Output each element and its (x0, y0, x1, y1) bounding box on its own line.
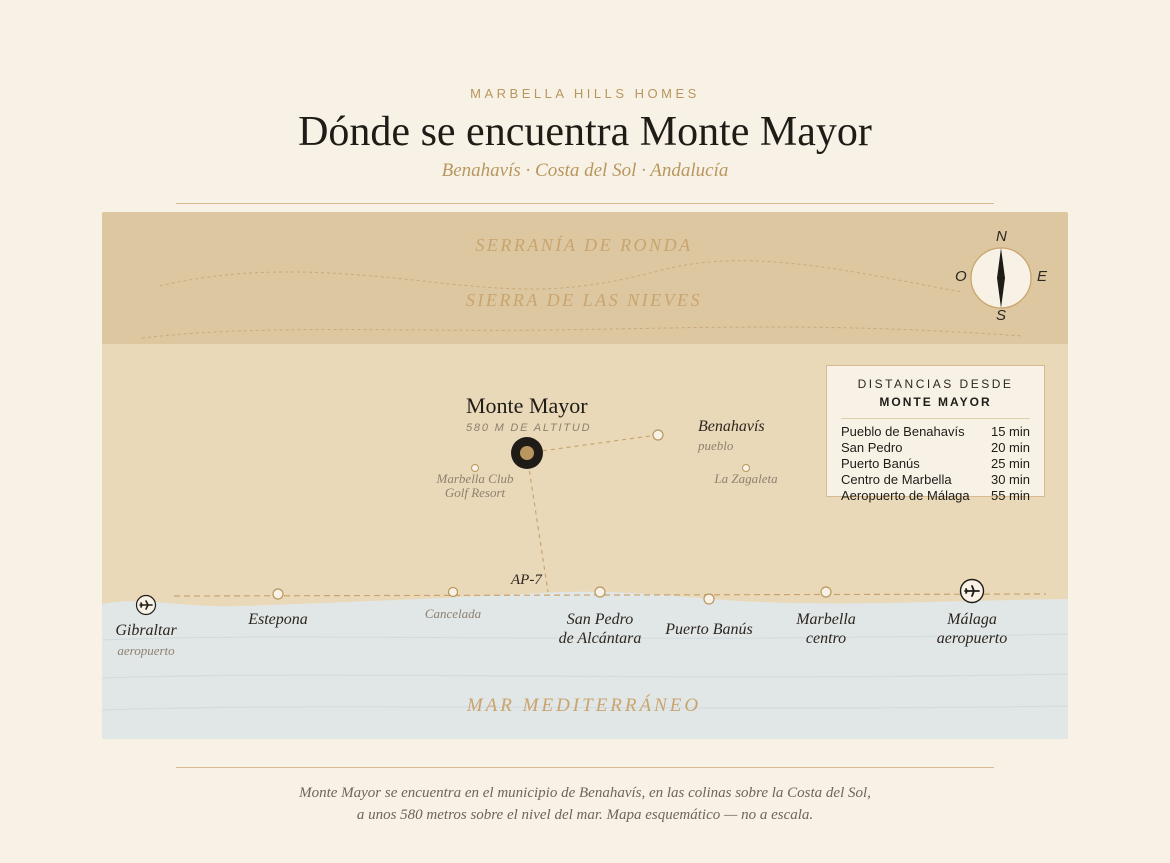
monte-mayor-name: Monte Mayor (466, 393, 588, 418)
san-pedro-label-1: San Pedro (566, 611, 634, 628)
zagaleta-label: La Zagaleta (714, 471, 778, 486)
san-pedro-marker (595, 587, 605, 597)
compass-south: S (996, 307, 1007, 324)
bottom-divider (176, 767, 994, 768)
distance-row (841, 456, 1030, 472)
distance-place: San Pedro (841, 440, 903, 455)
serrania-label: SERRANÍA DE RONDA (475, 235, 693, 255)
footer-line-2: a unos 580 metros sobre el nivel del mar. Mapa esquemático — no a escala. (356, 807, 814, 823)
marbella-marker (821, 587, 831, 597)
benahavis-sub: pueblo (698, 438, 734, 453)
compass-rose-icon (971, 248, 1031, 308)
page-title: Dónde se encuentra Monte Mayor (298, 109, 872, 155)
distances-heading: DISTANCIAS DESDE (857, 377, 1014, 391)
distance-row (841, 488, 1030, 504)
cancelada-marker (449, 588, 458, 597)
malaga-airplane-icon (961, 580, 984, 603)
location-map (102, 212, 1068, 739)
compass-north: N (996, 228, 1007, 245)
distance-place: Centro de Marbella (841, 472, 952, 487)
mountain-band (102, 212, 1068, 344)
sierra-label: SIERRA DE LAS NIEVES (465, 290, 703, 310)
benahavis-marker (653, 430, 663, 440)
distance-row (841, 424, 1030, 440)
footer-note (0, 782, 1170, 826)
gibraltar-label: Gibraltar (115, 622, 177, 639)
puerto-banus-label: Puerto Banús (665, 621, 753, 638)
gibraltar-airplane-icon (137, 596, 156, 615)
sea-label: MAR MEDITERRÁNEO (466, 695, 702, 716)
distance-row (841, 472, 1030, 488)
malaga-label-1: Málaga (947, 611, 997, 628)
golf-label-2: Golf Resort (444, 485, 506, 500)
san-pedro-label-2: de Alcántara (558, 630, 642, 647)
benahavis-label: Benahavís (698, 418, 765, 435)
distances-origin: MONTE MAYOR (879, 395, 992, 409)
distance-place: Puerto Banús (841, 456, 920, 471)
gibraltar-sub: aeropuerto (117, 643, 175, 658)
distances-divider (841, 418, 1030, 419)
distance-time: 20 min (990, 440, 1030, 455)
golf-label-1: Marbella Club (436, 471, 514, 486)
puerto-banus-marker (704, 594, 714, 604)
distances-panel (826, 365, 1045, 503)
estepona-marker (273, 589, 283, 599)
distance-time: 25 min (990, 456, 1030, 471)
distance-row (841, 440, 1030, 456)
brand-name: MARBELLA HILLS HOMES (470, 86, 700, 101)
marbella-label-1: Marbella (796, 611, 856, 628)
estepona-label: Estepona (248, 611, 308, 628)
ap7-label: AP-7 (511, 572, 542, 588)
distance-place: Aeropuerto de Málaga (841, 488, 970, 503)
distance-time: 55 min (990, 488, 1030, 503)
distance-place: Pueblo de Benahavís (841, 424, 965, 439)
malaga-label-2: aeropuerto (936, 630, 1008, 647)
footer-line-1: Monte Mayor se encuentra en el municipio de Benahavís, en las colinas sobre la Costa del Sol, (299, 785, 871, 801)
distance-time: 15 min (990, 424, 1030, 439)
top-divider (176, 203, 994, 204)
monte-mayor-altitude: 580 M DE ALTITUD (466, 422, 592, 434)
page-subtitle: Benahavís · Costa del Sol · Andalucía (441, 160, 729, 181)
compass-west: O (955, 268, 967, 285)
cancelada-label: Cancelada (424, 606, 482, 621)
compass-east: E (1037, 268, 1048, 285)
marbella-label-2: centro (805, 630, 847, 647)
distance-time: 30 min (990, 472, 1030, 487)
